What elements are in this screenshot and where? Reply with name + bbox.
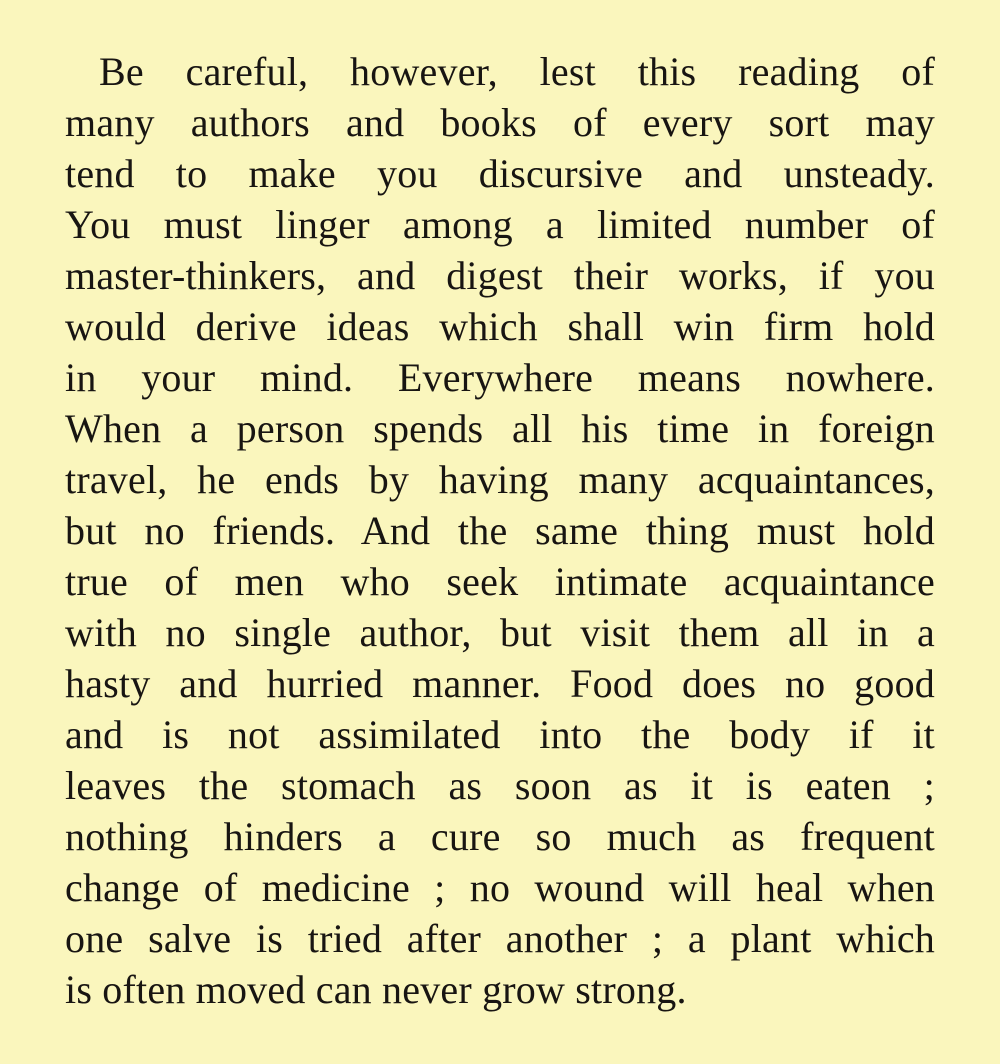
text-line: master-thinkers, and digest their works, if you xyxy=(65,253,935,298)
text-line: but no friends. And the same thing must hold xyxy=(65,508,935,553)
text-line: one salve is tried after another ; a plant which xyxy=(65,916,935,961)
paragraph xyxy=(65,46,935,1015)
text-line: leaves the stomach as soon as it is eaten ; xyxy=(65,763,935,808)
text-line: tend to make you discursive and unsteady. xyxy=(65,151,935,196)
text-line: travel, he ends by having many acquaintances, xyxy=(65,457,935,502)
text-line: and is not assimilated into the body if it xyxy=(65,712,935,757)
text-line: You must linger among a limited number of xyxy=(65,202,935,247)
text-line: with no single author, but visit them all in a xyxy=(65,610,935,655)
text-line: Be careful, however, lest this reading of xyxy=(99,49,935,94)
text-line: nothing hinders a cure so much as frequent xyxy=(65,814,935,859)
text-line: would derive ideas which shall win firm hold xyxy=(65,304,935,349)
text-line: many authors and books of every sort may xyxy=(65,100,935,145)
text-line: is often moved can never grow strong. xyxy=(65,967,687,1012)
text-line: in your mind. Everywhere means nowhere. xyxy=(65,355,935,400)
text-line: hasty and hurried manner. Food does no good xyxy=(65,661,935,706)
text-line: true of men who seek intimate acquaintance xyxy=(65,559,935,604)
text-line: When a person spends all his time in foreign xyxy=(65,406,935,451)
text-line: change of medicine ; no wound will heal when xyxy=(65,865,935,910)
